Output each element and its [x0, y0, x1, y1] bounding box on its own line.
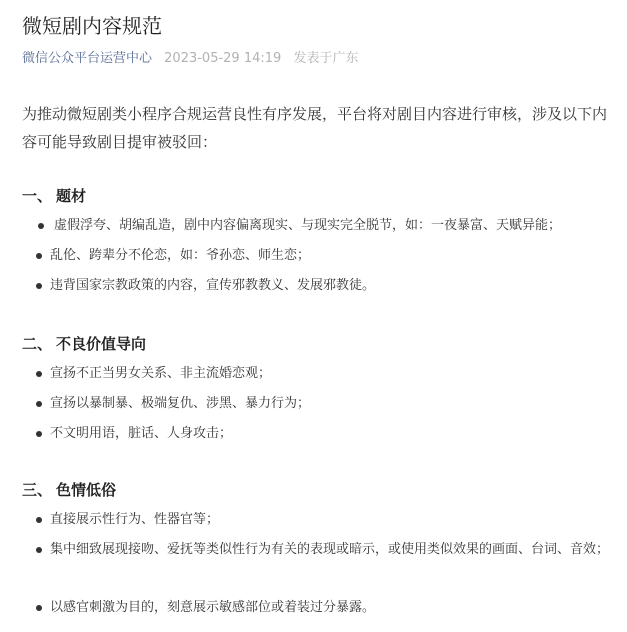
article-meta	[22, 50, 358, 68]
publish-location: 发表于广东	[293, 51, 359, 66]
list-item-text: 宣扬以暴制暴、极端复仇、涉黑、暴力行为；	[50, 396, 311, 411]
list-item	[22, 593, 610, 623]
intro-paragraph: 为推动微短剧类小程序合规运营良性有序发展，平台将对剧目内容进行审核，涉及以下内容可能导致剧目提审被驳回：	[22, 105, 608, 151]
section-heading	[22, 334, 146, 354]
section-heading	[22, 480, 116, 500]
list-item-text: 虚假浮夸、胡编乱造，剧中内容偏离现实、与现实完全脱节，如：一夜暴富、天赋异能；	[54, 218, 562, 233]
account-name-link[interactable]: 微信公众平台运营中心	[22, 51, 153, 66]
list-item-text: 宣扬不正当男女关系、非主流婚恋观；	[50, 366, 272, 381]
list-item-text: 不文明用语，脏话、人身攻击；	[50, 426, 233, 441]
bullet-icon	[36, 517, 42, 523]
bullet-icon	[36, 371, 42, 377]
list-item	[22, 505, 610, 535]
bullet-icon	[36, 401, 42, 407]
list-item-text: 乱伦、跨辈分不伦恋，如：爷孙恋、师生恋；	[50, 248, 311, 263]
bullet-icon	[36, 547, 42, 553]
section-number: 一、	[22, 187, 53, 205]
section-number: 三、	[22, 481, 53, 499]
bullet-icon	[36, 431, 42, 437]
bullet-icon	[36, 283, 42, 289]
list-item	[22, 241, 610, 271]
bullet-icon	[38, 223, 44, 229]
bullet-icon	[36, 605, 42, 611]
list-item	[22, 535, 610, 565]
publish-time: 2023-05-29 14:19	[164, 51, 282, 66]
list-item	[22, 389, 610, 419]
list-item-text: 以感官刺激为目的，刻意展示敏感部位或着装过分暴露。	[50, 600, 376, 615]
list-item-text: 直接展示性行为、性器官等；	[50, 512, 220, 527]
list-item	[22, 271, 610, 301]
section-title: 色情低俗	[56, 481, 117, 499]
section-number: 二、	[22, 335, 53, 353]
section-title: 题材	[56, 187, 87, 205]
section-heading	[22, 186, 86, 206]
list-item-text: 违背国家宗教政策的内容，宣传邪教教义、发展邪教徒。	[50, 278, 376, 293]
list-item	[22, 359, 610, 389]
list-item	[22, 419, 610, 449]
section-title: 不良价值导向	[56, 335, 147, 353]
list-item-text: 集中细致展现接吻、爱抚等类似性行为有关的表现或暗示，或使用类似效果的画面、台词、音效；	[50, 542, 610, 557]
list-item	[22, 211, 610, 241]
article-title: 微短剧内容规范	[22, 14, 162, 38]
bullet-icon	[36, 253, 42, 259]
